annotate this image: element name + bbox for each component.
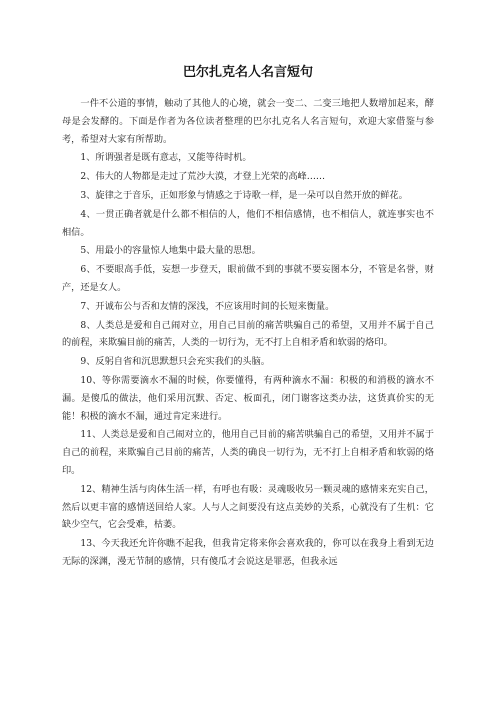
quote-12: 12、精神生活与肉体生活一样，有呼也有吸：灵魂吸收另一颗灵魂的感情来充实自己，然后以更丰富的感情送回给人家。人与人之间要没有这点美妙的关系，心就没有了生机：它缺少空气，它会受难，枯萎。: [62, 483, 434, 531]
intro-paragraph: 一件不公道的事情，触动了其他人的心境，就会一变二、二变三地把人数增加起来，酵母是会发酵的。下面是作者为各位读者整理的巴尔扎克名人名言短句，欢迎大家借鉴与参考，希望对大家有所帮助。: [62, 98, 434, 145]
quote-5: 5、用最小的容量惊人地集中最大量的思想。: [80, 245, 261, 257]
quote-3: 3、旋律之于音乐，正如形象与情感之于诗歌一样，是一朵可以自然开放的鲜花。: [80, 189, 408, 201]
quote-2: 2、伟大的人物都是走过了荒沙大漠，才登上光荣的高峰……: [80, 171, 326, 183]
document-page: [62, 64, 434, 571]
quote-7: 7、开诚布公与否和友情的深浅，不应该用时间的长短来衡量。: [80, 300, 335, 312]
document-title: 巴尔扎克名人名言短句: [182, 65, 313, 80]
quote-4: 4、一贯正确者就是什么都不相信的人，他们不相信感情，也不相信人，就连事实也不相信。: [62, 208, 434, 238]
quote-13: 13、今天我还允许你瞧不起我，但我肯定将来你会喜欢我的，你可以在我身上看到无边无际的深渊，漫无节制的感情，只有傻瓜才会说这是罪恶，但我永远: [62, 538, 434, 567]
quote-8: 8、人类总是爱和自己闹对立，用自己目前的痛苦哄骗自己的希望，又用并不属于自己的前程，来欺骗目前的痛苦，人类的一切行为，无不打上自相矛盾和软弱的烙印。: [62, 319, 434, 349]
quote-11: 11、人类总是爱和自己闹对立的，他用自己目前的痛苦哄骗自己的希望，又用并不属于自己的前程，来欺骗自己目前的痛苦，人类的确良一切行为，无不打上自相矛盾和软弱的烙印。: [62, 429, 434, 476]
quote-10: 10、等你需要滴水不漏的时候，你要懂得，有两种滴水不漏：积极的和消极的滴水不漏。是傻瓜的做法，他们采用沉默、否定、板面孔，闭门谢客这类办法，这货真价实的无能！积极的滴水不漏，通过肯定来进行。: [62, 374, 434, 422]
quote-6: 6、不要眼高手低，妄想一步登天，眼前做不到的事就不要妄图本分，不管是名誉，财产，还是女人。: [62, 264, 434, 293]
quote-9: 9、反躬自省和沉思默想只会充实我们的头脑。: [80, 356, 270, 368]
quote-1: 1、所谓强者是既有意志，又能等待时机。: [80, 152, 252, 164]
